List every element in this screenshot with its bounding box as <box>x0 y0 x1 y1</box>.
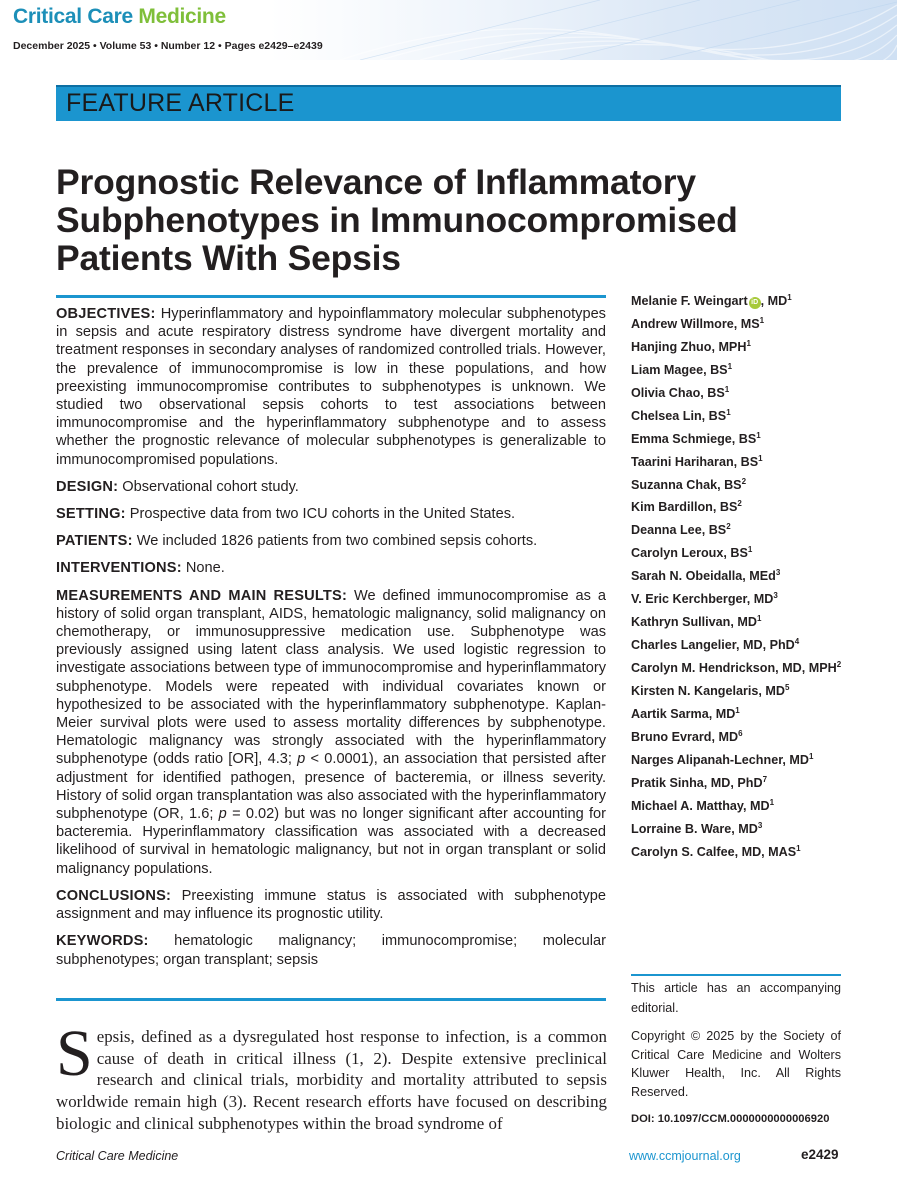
author-affiliation: 1 <box>747 545 753 555</box>
author-affiliation: 3 <box>773 591 778 601</box>
patients-text: We included 1826 patients from two combined sepsis cohorts. <box>136 533 538 550</box>
author-item <box>631 614 861 637</box>
abstract-setting <box>56 505 606 523</box>
author-affiliation: 1 <box>769 797 775 807</box>
author-affiliation: 2 <box>741 476 747 486</box>
drop-cap: S <box>56 1017 93 1090</box>
results-p-symbol-1: p <box>297 751 306 768</box>
author-name: Narges Alipanah-Lechner, MD <box>631 752 809 767</box>
author-item <box>631 385 861 408</box>
author-item <box>631 522 861 545</box>
footer-url-link[interactable]: www.ccmjournal.org <box>629 1149 741 1163</box>
author-item <box>631 729 861 752</box>
design-heading: DESIGN: <box>56 478 119 495</box>
patients-heading: PATIENTS: <box>56 533 133 550</box>
author-item <box>631 568 861 591</box>
author-affiliation: 1 <box>735 705 740 715</box>
setting-heading: SETTING: <box>56 506 126 523</box>
results-text-a: We defined immunocompromise as a history of solid organ transplant, AIDS, hematologic malignancy, solid malignancy on chemotherapy, or immunosuppressive medication use. Subphenotype was previously assigned using latent class analysis. We used logistic regression to investigate associations between type of immunocompromise and hyperinflammatory subphenotype. Models were repeated with individual covariates known or hypothesized to be associated with the hyperinflammatory subphenotype. Kaplan-Meier survival plots were used to assess mortality differences by subphenotype. Hematologic malignancy was strongly associated with the hyperinflammatory subphenotype (odds ratio [OR], 4.3; <box>56 587 607 768</box>
keywords-heading: KEYWORDS: <box>56 933 149 950</box>
author-item <box>631 683 861 706</box>
author-item <box>631 821 861 844</box>
author-list <box>631 293 861 866</box>
author-name: Andrew Willmore, MS <box>631 317 760 332</box>
abstract-conclusions <box>56 887 606 923</box>
author-affiliation: 1 <box>756 614 762 624</box>
author-item <box>631 660 861 683</box>
author-affiliation: 1 <box>796 843 801 853</box>
doi <box>631 1113 851 1125</box>
author-item <box>631 752 861 775</box>
body-text: epsis, defined as a dysregulated host response to infection, is a common cause of death in critical illness (1, 2). Despite extensive preclinical research and clinical trials, morbidity and mortality attributed to sepsis worldwide remain high (3). Recent research efforts have focused on describing biologic and clinical subphenotypes within the broad syndrome of <box>56 1027 607 1133</box>
author-item <box>631 775 861 798</box>
author-name: Taarini Hariharan, BS <box>631 454 759 469</box>
author-name: Hanjing Zhuo, MPH <box>631 340 747 355</box>
abstract-design <box>56 478 606 496</box>
author-affiliation: 4 <box>794 637 800 647</box>
page-number: e2429 <box>801 1147 839 1162</box>
author-item <box>631 637 861 660</box>
editorial-note: This article has an accompanying editorial. <box>631 981 841 1015</box>
author-name: Melanie F. Weingart <box>631 294 748 309</box>
author-name: Chelsea Lin, BS <box>631 408 727 423</box>
author-name: Pratik Sinha, MD, PhD <box>631 775 763 790</box>
design-text: Observational cohort study. <box>122 478 299 495</box>
author-affiliation: 1 <box>724 384 730 394</box>
interventions-heading: INTERVENTIONS: <box>56 560 182 577</box>
conclusions-heading: CONCLUSIONS: <box>56 887 172 904</box>
conclusions-text: Preexisting immune status is associated with subphenotype assignment and may influence its prognostic utility. <box>56 887 606 923</box>
author-affiliation: 1 <box>809 751 814 761</box>
doi-label: DOI: <box>631 1113 655 1125</box>
results-text-b: < 0.0001), an association that persisted after adjustment for identified pathogen, presence of bacteremia, or illness severity. History of solid organ transplantation was also associated with the hyperinflammatory subphenotype (OR, 1.6; <box>56 751 606 823</box>
side-rule <box>631 974 841 976</box>
author-item <box>631 454 861 477</box>
author-affiliation: 2 <box>836 660 842 669</box>
author-name: Carolyn Leroux, BS <box>631 546 748 561</box>
author-affiliation: 2 <box>737 499 742 509</box>
abstract-results <box>56 587 606 878</box>
orcid-icon[interactable]: iD <box>749 297 761 309</box>
author-item <box>631 477 861 500</box>
interventions-text: None. <box>185 560 225 577</box>
author-affiliation: 1 <box>758 453 763 463</box>
author-item <box>631 362 861 385</box>
author-affiliation: 1 <box>746 338 751 348</box>
author-degree: , MD <box>760 294 788 309</box>
author-name: Kirsten N. Kangelaris, MD <box>631 684 785 699</box>
author-item <box>631 408 861 431</box>
abstract-patients <box>56 532 606 550</box>
author-affiliation: 6 <box>738 728 743 738</box>
author-name: Kathryn Sullivan, MD <box>631 615 757 630</box>
objectives-heading: OBJECTIVES: <box>56 306 156 322</box>
section-label: FEATURE ARTICLE <box>66 89 295 117</box>
author-affiliation: 1 <box>756 430 761 440</box>
author-item <box>631 431 861 454</box>
keywords-text: hematologic malignancy; immunocompromise; molecular subphenotypes; organ transplant; sepsis <box>56 933 606 968</box>
article-title: Prognostic Relevance of Inflammatory Subphenotypes in Immunocompromised Patients With Sepsis <box>56 162 738 278</box>
author-name: Bruno Evrard, MD <box>631 730 739 744</box>
setting-text: Prospective data from two ICU cohorts in the United States. <box>129 506 516 523</box>
footer-journal: Critical Care Medicine <box>56 1149 179 1163</box>
author-name: Sarah N. Obeidalla, MEd <box>631 569 776 584</box>
journal-name-part1: Critical Care <box>13 5 133 28</box>
author-item <box>631 499 861 522</box>
author-item <box>631 844 861 867</box>
banner-decoration <box>340 0 897 60</box>
abstract <box>56 295 606 978</box>
body-paragraph <box>56 1017 607 1135</box>
author-name: Carolyn S. Calfee, MD, MAS <box>631 844 797 859</box>
abstract-bottom-rule <box>56 998 606 1001</box>
author-affiliation: 5 <box>784 682 790 692</box>
author-name: Olivia Chao, BS <box>631 385 725 400</box>
journal-name <box>13 5 226 29</box>
author-name: Carolyn M. Hendrickson, MD, MPH <box>631 661 837 676</box>
author-item <box>631 293 861 316</box>
author-affiliation: 1 <box>727 361 733 371</box>
author-name: Lorraine B. Ware, MD <box>631 821 758 836</box>
abstract-keywords <box>56 932 606 968</box>
author-name: Suzanna Chak, BS <box>631 477 742 492</box>
author-name: Liam Magee, BS <box>631 363 728 377</box>
abstract-objectives <box>56 305 606 469</box>
author-name: Kim Bardillon, BS <box>631 500 738 515</box>
author-affiliation: 2 <box>726 522 731 532</box>
objectives-text: Hyperinflammatory and hypoinflammatory molecular subphenotypes in sepsis and acute respiratory distress syndrome have divergent mortality and treatment responses in secondary analyses of randomized controlled trials. However, the prevalence of immunocompromise is low in these populations, and how preexisting immunocompromise contributes to subphenotypes is unknown. We studied two observational sepsis cohorts to test associations between immunocompromise and the hyperinflammatory subphenotype and to assess whether the prognostic relevance of molecular subphenotypes is generalizable to immunocompromised populations. <box>56 306 606 468</box>
author-item <box>631 706 861 729</box>
author-name: Charles Langelier, MD, PhD <box>631 638 795 653</box>
author-name: Aartik Sarma, MD <box>631 707 736 722</box>
author-name: Michael A. Matthay, MD <box>631 798 770 813</box>
author-affiliation: 3 <box>775 568 781 578</box>
author-affiliation: 7 <box>762 774 768 784</box>
copyright-notice: Copyright © 2025 by the Society of Critical Care Medicine and Wolters Kluwer Health, Inc. All Rights Reserved. <box>631 1029 841 1099</box>
issue-info: December 2025 • Volume 53 • Number 12 • Pages e2429–e2439 <box>13 40 323 52</box>
author-name: Deanna Lee, BS <box>631 523 727 538</box>
author-item <box>631 545 861 568</box>
section-bar <box>56 85 841 121</box>
abstract-interventions <box>56 559 606 577</box>
author-name: Emma Schmiege, BS <box>631 431 757 446</box>
author-item <box>631 591 861 614</box>
journal-name-part2: Medicine <box>138 5 226 28</box>
results-heading: MEASUREMENTS AND MAIN RESULTS: <box>56 587 348 604</box>
doi-value[interactable]: 10.1097/CCM.0000000000006920 <box>657 1113 830 1125</box>
author-affiliation: 1 <box>759 315 765 325</box>
author-affiliation: 1 <box>726 407 731 417</box>
results-p-symbol-2: p <box>218 806 227 823</box>
author-affiliation: 1 <box>787 293 792 302</box>
results-text-c: = 0.02) but was no longer significant after accounting for bacteremia. Hyperinflammatory classification was associated with a decreased likelihood of survival in hematologic malignancy, but not in organ transplant or solid malignancy populations. <box>56 806 607 877</box>
author-item <box>631 339 861 362</box>
author-affiliation: 3 <box>757 820 763 830</box>
author-name: V. Eric Kerchberger, MD <box>631 592 774 607</box>
author-item <box>631 798 861 821</box>
author-item <box>631 316 861 339</box>
